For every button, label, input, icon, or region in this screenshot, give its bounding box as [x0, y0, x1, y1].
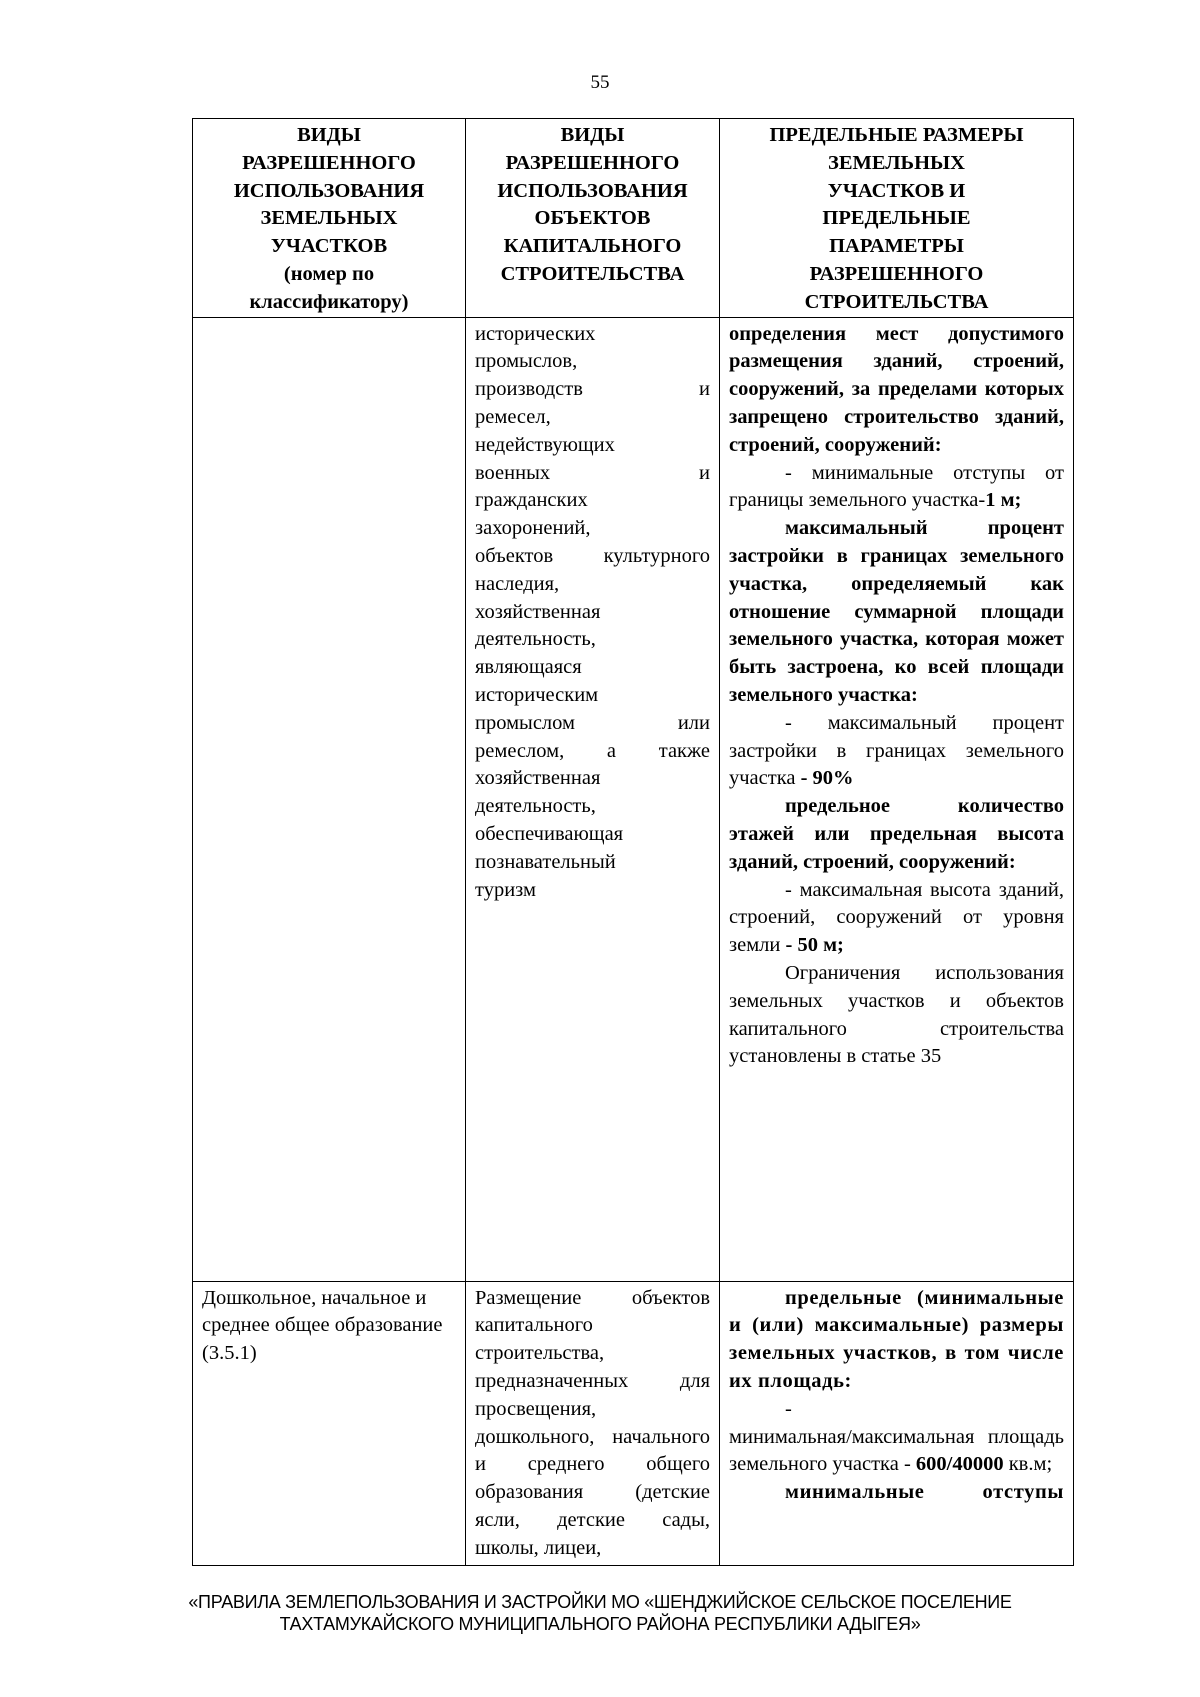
cell-land-use: Дошкольное, начальное и среднее общее образование (3.5.1): [193, 1281, 466, 1565]
header-line: ИСПОЛЬЗОВАНИЯ: [497, 179, 688, 202]
text-line: захоронений,: [475, 517, 591, 540]
header-line: СТРОИТЕЛЬСТВА: [500, 262, 685, 285]
header-line: ПАРАМЕТРЫ: [829, 235, 964, 258]
text-line: являющаяся: [475, 656, 582, 679]
header-line: УЧАСТКОВ: [270, 235, 388, 258]
header-line: ОБЪЕКТОВ: [534, 207, 651, 230]
header-line: ПРЕДЕЛЬНЫЕ РАЗМЕРЫ: [769, 124, 1024, 146]
bold-paragraph: предельные (минимальные и (или) максимальные) размеры земельных участков, в том числе их площадь:: [729, 1286, 1064, 1392]
header-line: УЧАСТКОВ И: [827, 179, 966, 202]
cell-limit-parameters: [720, 1281, 1074, 1565]
footer-line: «ПРАВИЛА ЗЕМЛЕПОЛЬЗОВАНИЯ И ЗАСТРОЙКИ МО «ШЕНДЖИЙСКОЕ СЕЛЬСКОЕ ПОСЕЛЕНИЕ: [188, 1592, 1012, 1612]
text-line: обеспечивающая: [475, 822, 624, 845]
document-footer: [0, 1591, 1200, 1635]
text-line: туризм: [475, 878, 536, 901]
cell-construction-use: Размещение объектов капитального строительства, предназначенных для просвещения, дошкольного, начального и среднего общего образования (детские ясли, детские сады, школы, лицеи,: [466, 1281, 720, 1565]
text-line: промыслов,: [475, 350, 578, 373]
bold-paragraph: определения мест допустимого размещения зданий, строений, сооружений, за пределами которых запрещено строительство зданий, строений, сооружений:: [729, 322, 1064, 456]
coverage-paragraph: - максимальный процент застройки в границах земельного участка - 90%: [729, 711, 1064, 790]
bold-paragraph: минимальные отступы: [785, 1481, 1064, 1504]
text-line: промыслом или: [475, 711, 710, 734]
header-line: (номер по: [283, 262, 375, 285]
text-line: военных и: [475, 461, 710, 484]
cell-limit-parameters: [720, 317, 1074, 1281]
header-line: КАПИТАЛЬНОГО: [503, 235, 682, 258]
table-row: [193, 1281, 1074, 1565]
restrictions-paragraph: Ограничения использования земельных участков и объектов капитального строительства установлены в статье 35: [729, 961, 1064, 1068]
text-line: производств и: [475, 378, 710, 401]
header-line: ИСПОЛЬЗОВАНИЯ: [233, 179, 425, 202]
setback-paragraph: - минимальные отступы от границы земельного участка-1 м;: [729, 461, 1064, 512]
area-paragraph: минимальная/максимальная площадь земельного участка - 600/40000 кв.м;: [729, 1425, 1064, 1476]
header-line: СТРОИТЕЛЬСТВА: [804, 290, 989, 313]
text-line: хозяйственная: [475, 600, 601, 623]
text-line: историческим: [475, 683, 599, 706]
cell-construction-use: [466, 317, 720, 1281]
text-line: недействующих: [475, 433, 615, 456]
page-number: 55: [590, 72, 610, 93]
header-line: РАЗРЕШЕННОГО: [505, 151, 680, 174]
header-line: ПРЕДЕЛЬНЫЕ: [822, 207, 971, 230]
header-line: классификатору): [249, 290, 409, 313]
regulations-table: [192, 118, 1074, 1566]
text-line: деятельность,: [475, 795, 596, 818]
text-line: гражданских: [475, 489, 588, 512]
header-limit-parameters: [720, 119, 1074, 318]
text-line: хозяйственная: [475, 767, 601, 790]
footer-line: ТАХТАМУКАЙСКОГО МУНИЦИПАЛЬНОГО РАЙОНА РЕСПУБЛИКИ АДЫГЕЯ»: [279, 1614, 921, 1634]
header-line: ЗЕМЕЛЬНЫХ: [828, 151, 965, 174]
text-line: ремесел,: [475, 405, 551, 428]
text-line: познавательный: [475, 850, 616, 873]
header-line: РАЗРЕШЕННОГО: [242, 151, 416, 174]
header-construction-use-types: [466, 119, 720, 318]
dash-line: -: [785, 1397, 792, 1420]
header-land-use-types: [193, 119, 466, 318]
text-line: исторических: [475, 322, 596, 345]
cell-land-use-empty: [193, 317, 466, 1281]
header-line: ВИДЫ: [560, 124, 625, 146]
header-line: ВИДЫ: [297, 124, 361, 146]
text-line: объектов культурного: [475, 544, 710, 567]
table-header-row: [193, 119, 1074, 318]
bold-paragraph: предельное количество этажей или предельная высота зданий, строений, сооружений:: [729, 795, 1064, 873]
text-line: деятельность,: [475, 628, 596, 651]
header-line: ЗЕМЕЛЬНЫХ: [260, 207, 398, 230]
height-paragraph: - максимальная высота зданий, строений, сооружений от уровня земли - 50 м;: [729, 878, 1064, 957]
bold-paragraph: максимальный процент застройки в границах земельного участка, определяемый как отношение суммарной площади земельного участка, которая может быть застроена, ко всей площади земельного участка:: [729, 517, 1064, 706]
text-line: наследия,: [475, 572, 560, 595]
text-line: ремеслом, а также: [475, 739, 710, 762]
table-row: [193, 317, 1074, 1281]
header-line: РАЗРЕШЕННОГО: [809, 262, 984, 285]
